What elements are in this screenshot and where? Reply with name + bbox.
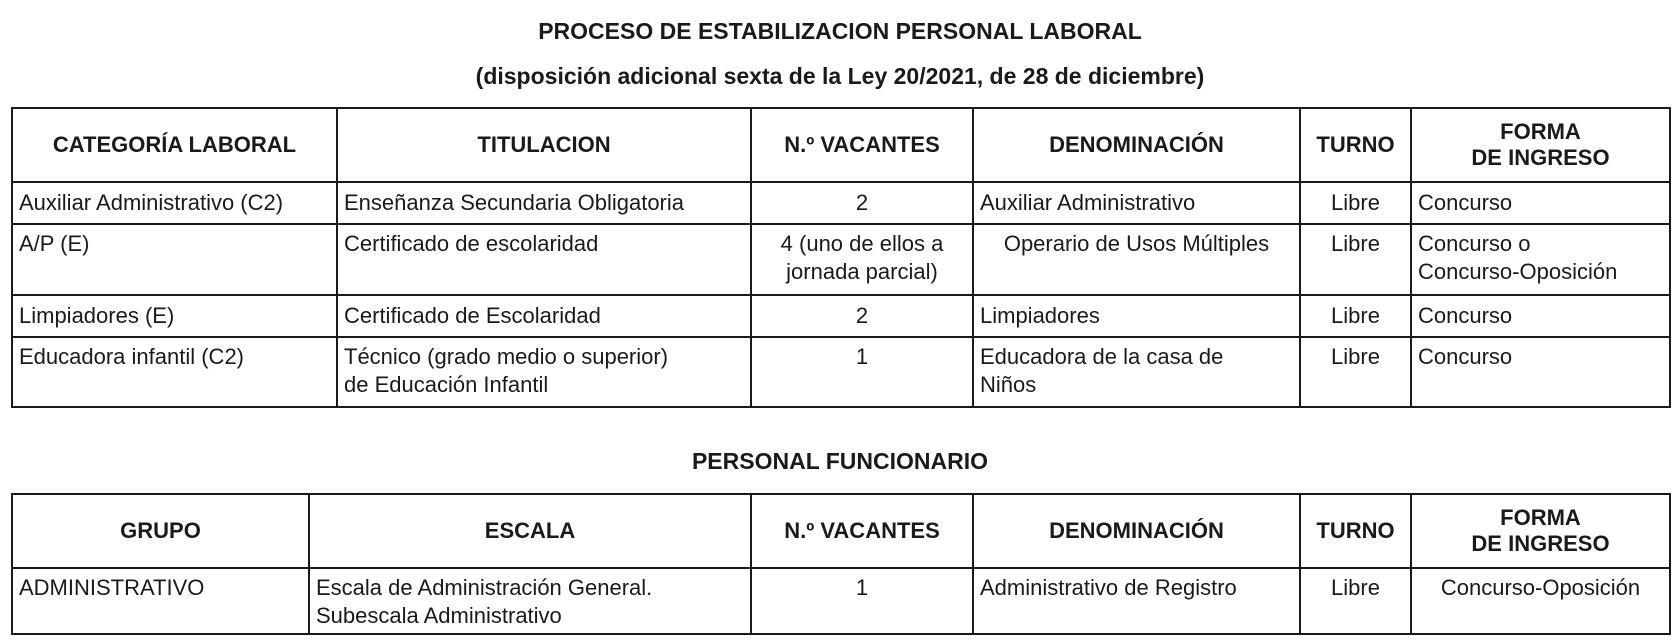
table-row	[12, 182, 1670, 224]
cell-categoria: Limpiadores (E)	[12, 295, 337, 337]
header-turno: TURNO	[1300, 108, 1411, 182]
header-grupo: GRUPO	[12, 494, 309, 568]
cell-vacantes: 4 (uno de ellos a jornada parcial)	[751, 224, 973, 295]
cell-categoria: Educadora infantil (C2)	[12, 337, 337, 407]
cell-categoria: Auxiliar Administrativo (C2)	[12, 182, 337, 224]
cell-denominacion: Administrativo de Registro	[973, 568, 1300, 634]
cell-denominacion: Operario de Usos Múltiples	[973, 224, 1300, 295]
header-denominacion: DENOMINACIÓN	[973, 494, 1300, 568]
cell-denominacion: Auxiliar Administrativo	[973, 182, 1300, 224]
cell-vacantes: 1	[751, 568, 973, 634]
section-title-funcionario: PERSONAL FUNCIONARIO	[691, 448, 989, 474]
laboral-header-row	[12, 108, 1670, 182]
table-row	[12, 295, 1670, 337]
header-vacantes: N.º VACANTES	[751, 494, 973, 568]
document-subtitle: (disposición adicional sexta de la Ley 20/2021, de 28 de diciembre)	[475, 63, 1205, 89]
header-titulacion: TITULACION	[337, 108, 751, 182]
header-forma-ingreso: FORMA DE INGRESO	[1411, 108, 1670, 182]
cell-vacantes: 2	[751, 295, 973, 337]
cell-titulacion: Técnico (grado medio o superior) de Educación Infantil	[337, 337, 751, 407]
funcionario-header-row	[12, 494, 1670, 568]
cell-turno: Libre	[1300, 568, 1411, 634]
cell-forma-ingreso: Concurso	[1411, 182, 1670, 224]
cell-turno: Libre	[1300, 224, 1411, 295]
cell-categoria: A/P (E)	[12, 224, 337, 295]
cell-denominacion: Educadora de la casa de Niños	[973, 337, 1300, 407]
cell-forma-ingreso: Concurso-Oposición	[1411, 568, 1670, 634]
header-forma-ingreso: FORMA DE INGRESO	[1411, 494, 1670, 568]
header-turno: TURNO	[1300, 494, 1411, 568]
cell-titulacion: Certificado de Escolaridad	[337, 295, 751, 337]
table-row	[12, 224, 1670, 295]
laboral-table	[11, 107, 1671, 408]
header-denominacion: DENOMINACIÓN	[973, 108, 1300, 182]
cell-turno: Libre	[1300, 182, 1411, 224]
cell-vacantes: 1	[751, 337, 973, 407]
cell-turno: Libre	[1300, 337, 1411, 407]
table-row	[12, 337, 1670, 407]
cell-forma-ingreso: Concurso	[1411, 337, 1670, 407]
funcionario-table	[11, 493, 1671, 635]
cell-grupo: ADMINISTRATIVO	[12, 568, 309, 634]
cell-titulacion: Enseñanza Secundaria Obligatoria	[337, 182, 751, 224]
header-vacantes: N.º VACANTES	[751, 108, 973, 182]
table-row	[12, 568, 1670, 634]
cell-forma-ingreso: Concurso o Concurso-Oposición	[1411, 224, 1670, 295]
document-title: PROCESO DE ESTABILIZACION PERSONAL LABORAL	[538, 18, 1142, 44]
cell-escala: Escala de Administración General. Subescala Administrativo	[309, 568, 751, 634]
cell-turno: Libre	[1300, 295, 1411, 337]
header-escala: ESCALA	[309, 494, 751, 568]
header-categoria: CATEGORÍA LABORAL	[12, 108, 337, 182]
cell-vacantes: 2	[751, 182, 973, 224]
cell-denominacion: Limpiadores	[973, 295, 1300, 337]
cell-titulacion: Certificado de escolaridad	[337, 224, 751, 295]
cell-forma-ingreso: Concurso	[1411, 295, 1670, 337]
